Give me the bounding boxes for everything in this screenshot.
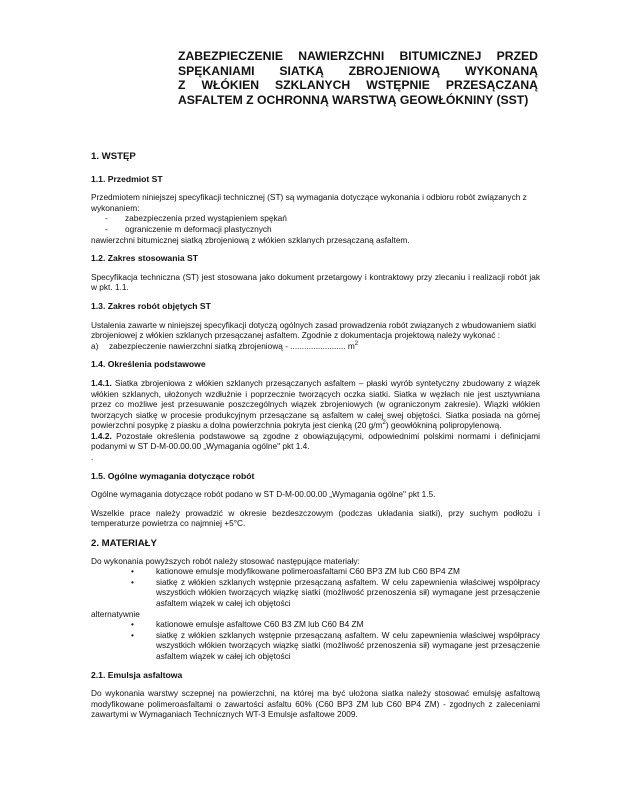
section-heading: 1. WSTĘP (91, 151, 136, 162)
title-line: Z WŁÓKIEN SZKLANYCH WSTĘPNIE PRZESĄCZANĄ (178, 78, 538, 92)
bullet-marker: • (131, 566, 134, 577)
list-item-text: kationowe emulsje asfaltowe C60 B3 ZM lub C60 B4 ZM (156, 619, 364, 630)
paragraph: alternatywnie (91, 608, 140, 619)
subsection-heading: 1.5. Ogólne wymagania dotyczące robót (91, 470, 255, 481)
list-item-text: kationowe emulsje modyfikowane polimeroasfaltami C60 BP3 ZM lub C60 BP4 ZM (156, 566, 460, 577)
paragraph-number: 1.4.2. (91, 430, 112, 441)
list-item-text: zabezpieczenia przed wystąpieniem spękań (125, 213, 287, 224)
list-item (91, 224, 540, 235)
paragraph: nawierzchni bitumicznej siatką zbrojeniową z włókien szklanych przesączaną asfaltem. (91, 234, 410, 245)
subsection-heading: 1.4. Określenia podstawowe (91, 359, 206, 370)
document-title (178, 49, 538, 107)
list-item (91, 341, 540, 352)
subsection-heading: 1.1. Przedmiot ST (91, 173, 163, 184)
bullet-marker: • (131, 619, 134, 630)
list-item-text: ograniczenie m deformacji plastycznych (125, 223, 272, 234)
list-item (91, 630, 540, 662)
list-item (91, 213, 540, 224)
dash-marker: - (105, 213, 108, 224)
paragraph: 1.4.1. Siatka zbrojeniowa z włókien szklanych przesączanych asfaltem – płaski wyrób syntetyczny zbudowany z wiązek włókien szklanych, ułożonych wzdłużnie i poprzecznie tworzących oczka siatki. Siatka w węzłach nie jest usztywniana przez co możliwe jest przesuwanie poszczególnych wiązek zbrojeniowych (w ograniczonym zakresie). Wiązki włókien tworzących siatkę w procesie produkcyjnym przesączane są asfaltem w całej swej objętości. Siatka posiada na górnej powierzchni posypkę z piasku a dolna powierzchnia pokryta jest cienką (20 $g/m^2$) geowłókniną polipropylenową. (91, 377, 540, 431)
title-line: ZABEZPIECZENIE NAWIERZCHNI BITUMICZNEJ PRZED (178, 49, 538, 63)
subsection-heading: 1.3. Zakres robót objętych ST (91, 300, 211, 311)
title-line: ASFALTEM Z OCHRONNĄ WARSTWĄ GEOWŁÓKNINY (SST) (178, 92, 529, 107)
list-item (91, 577, 540, 609)
paragraph: Wszelkie prace należy prowadzić w okresie bezdeszczowym (podczas układania siatki), przy suchym podłożu i temperaturze powietrza co najmniej +5°C. (91, 507, 540, 529)
section-heading: 2. MATERIAŁY (91, 538, 157, 550)
bullet-marker: • (131, 629, 134, 640)
bullet-marker: • (131, 576, 134, 587)
list-item (91, 566, 540, 577)
paragraph: Do wykonania powyższych robót należy stosować następujące materiały: (91, 555, 360, 566)
list-item-text: zabezpieczenie nawierzchni siatką zbrojeniową - ........................ $m^2$ (109, 340, 359, 351)
paragraph: Przedmiotem niniejszej specyfikacji technicznej (ST) są wymagania dotyczące wykonania i odbioru robót związanych z wykonaniem: (91, 192, 527, 213)
list-item (91, 619, 540, 630)
paragraph: 1.4.2. Pozostałe określenia podstawowe są zgodne z obowiązującymi, odpowiednimi polskimi normami i definicjami podanymi w ST D-M-00.00.00 „Wymagania ogólne" pkt 1.4. (91, 430, 540, 452)
paragraph: Ogólne wymagania dotyczące robót podano w ST D-M-00.00.00 „Wymagania ogólne" pkt 1.5. (91, 489, 436, 500)
paragraph: Specyfikacja techniczna (ST) jest stosowana jako dokument przetargowy i kontraktowy przy zlecaniu i realizacji robót jak w pkt. 1.1. (91, 271, 540, 293)
list-item-text: siatkę z włókien szklanych wstępnie przesączaną asfaltem. W celu zapewnienia właściwej współpracy wszystkich włókien tworzących wiązkę siatki (możliwość przenoszenia sił) wymagane jest przesączenie asfaltem wiązek w całej ich objętości (156, 576, 540, 608)
title-line: SPĘKANIAMI SIATKĄ ZBROJENIOWĄ WYKONANĄ (178, 63, 538, 78)
subsection-heading: 1.2. Zakres stosowania ST (91, 253, 198, 264)
paragraph: Do wykonania warstwy sczepnej na powierzchni, na której ma być ułożona siatka należy stosować emulsję asfaltową modyfikowane polimeroasfaltami o zawartości asfaltu 60% (C60 BP3 ZM lub C60 BP4 ZM) - zgodnych z zaleceniami zawartymi w Wymaganiach Technicznych WT-3 Emulsje asfaltowe 2009. (91, 688, 540, 720)
item-marker: a) (91, 340, 99, 351)
subsection-heading: 2.1. Emulsja asfaltowa (91, 669, 183, 680)
document-body (91, 152, 540, 728)
paragraph-number: 1.4.1. (91, 377, 112, 388)
dash-marker: - (105, 223, 108, 234)
stray-dot: . (91, 452, 94, 463)
list-item-text: siatkę z włókien szklanych wstępnie przesączaną asfaltem. W celu zapewnienia właściwej współpracy wszystkich włókien tworzących wiązkę siatki (możliwość przenoszenia sił) wymagane jest przesączenie asfaltem wiązek w całej ich objętości (156, 629, 540, 661)
paragraph: Ustalenia zawarte w niniejszej specyfikacji dotyczą ogólnych zasad prowadzenia robót związanych z wbudowaniem siatki zbrojeniowej z włókien szklanych przesączanej asfaltem. Zgodnie z dokumentacja projektową należy wykonać : (91, 319, 537, 341)
